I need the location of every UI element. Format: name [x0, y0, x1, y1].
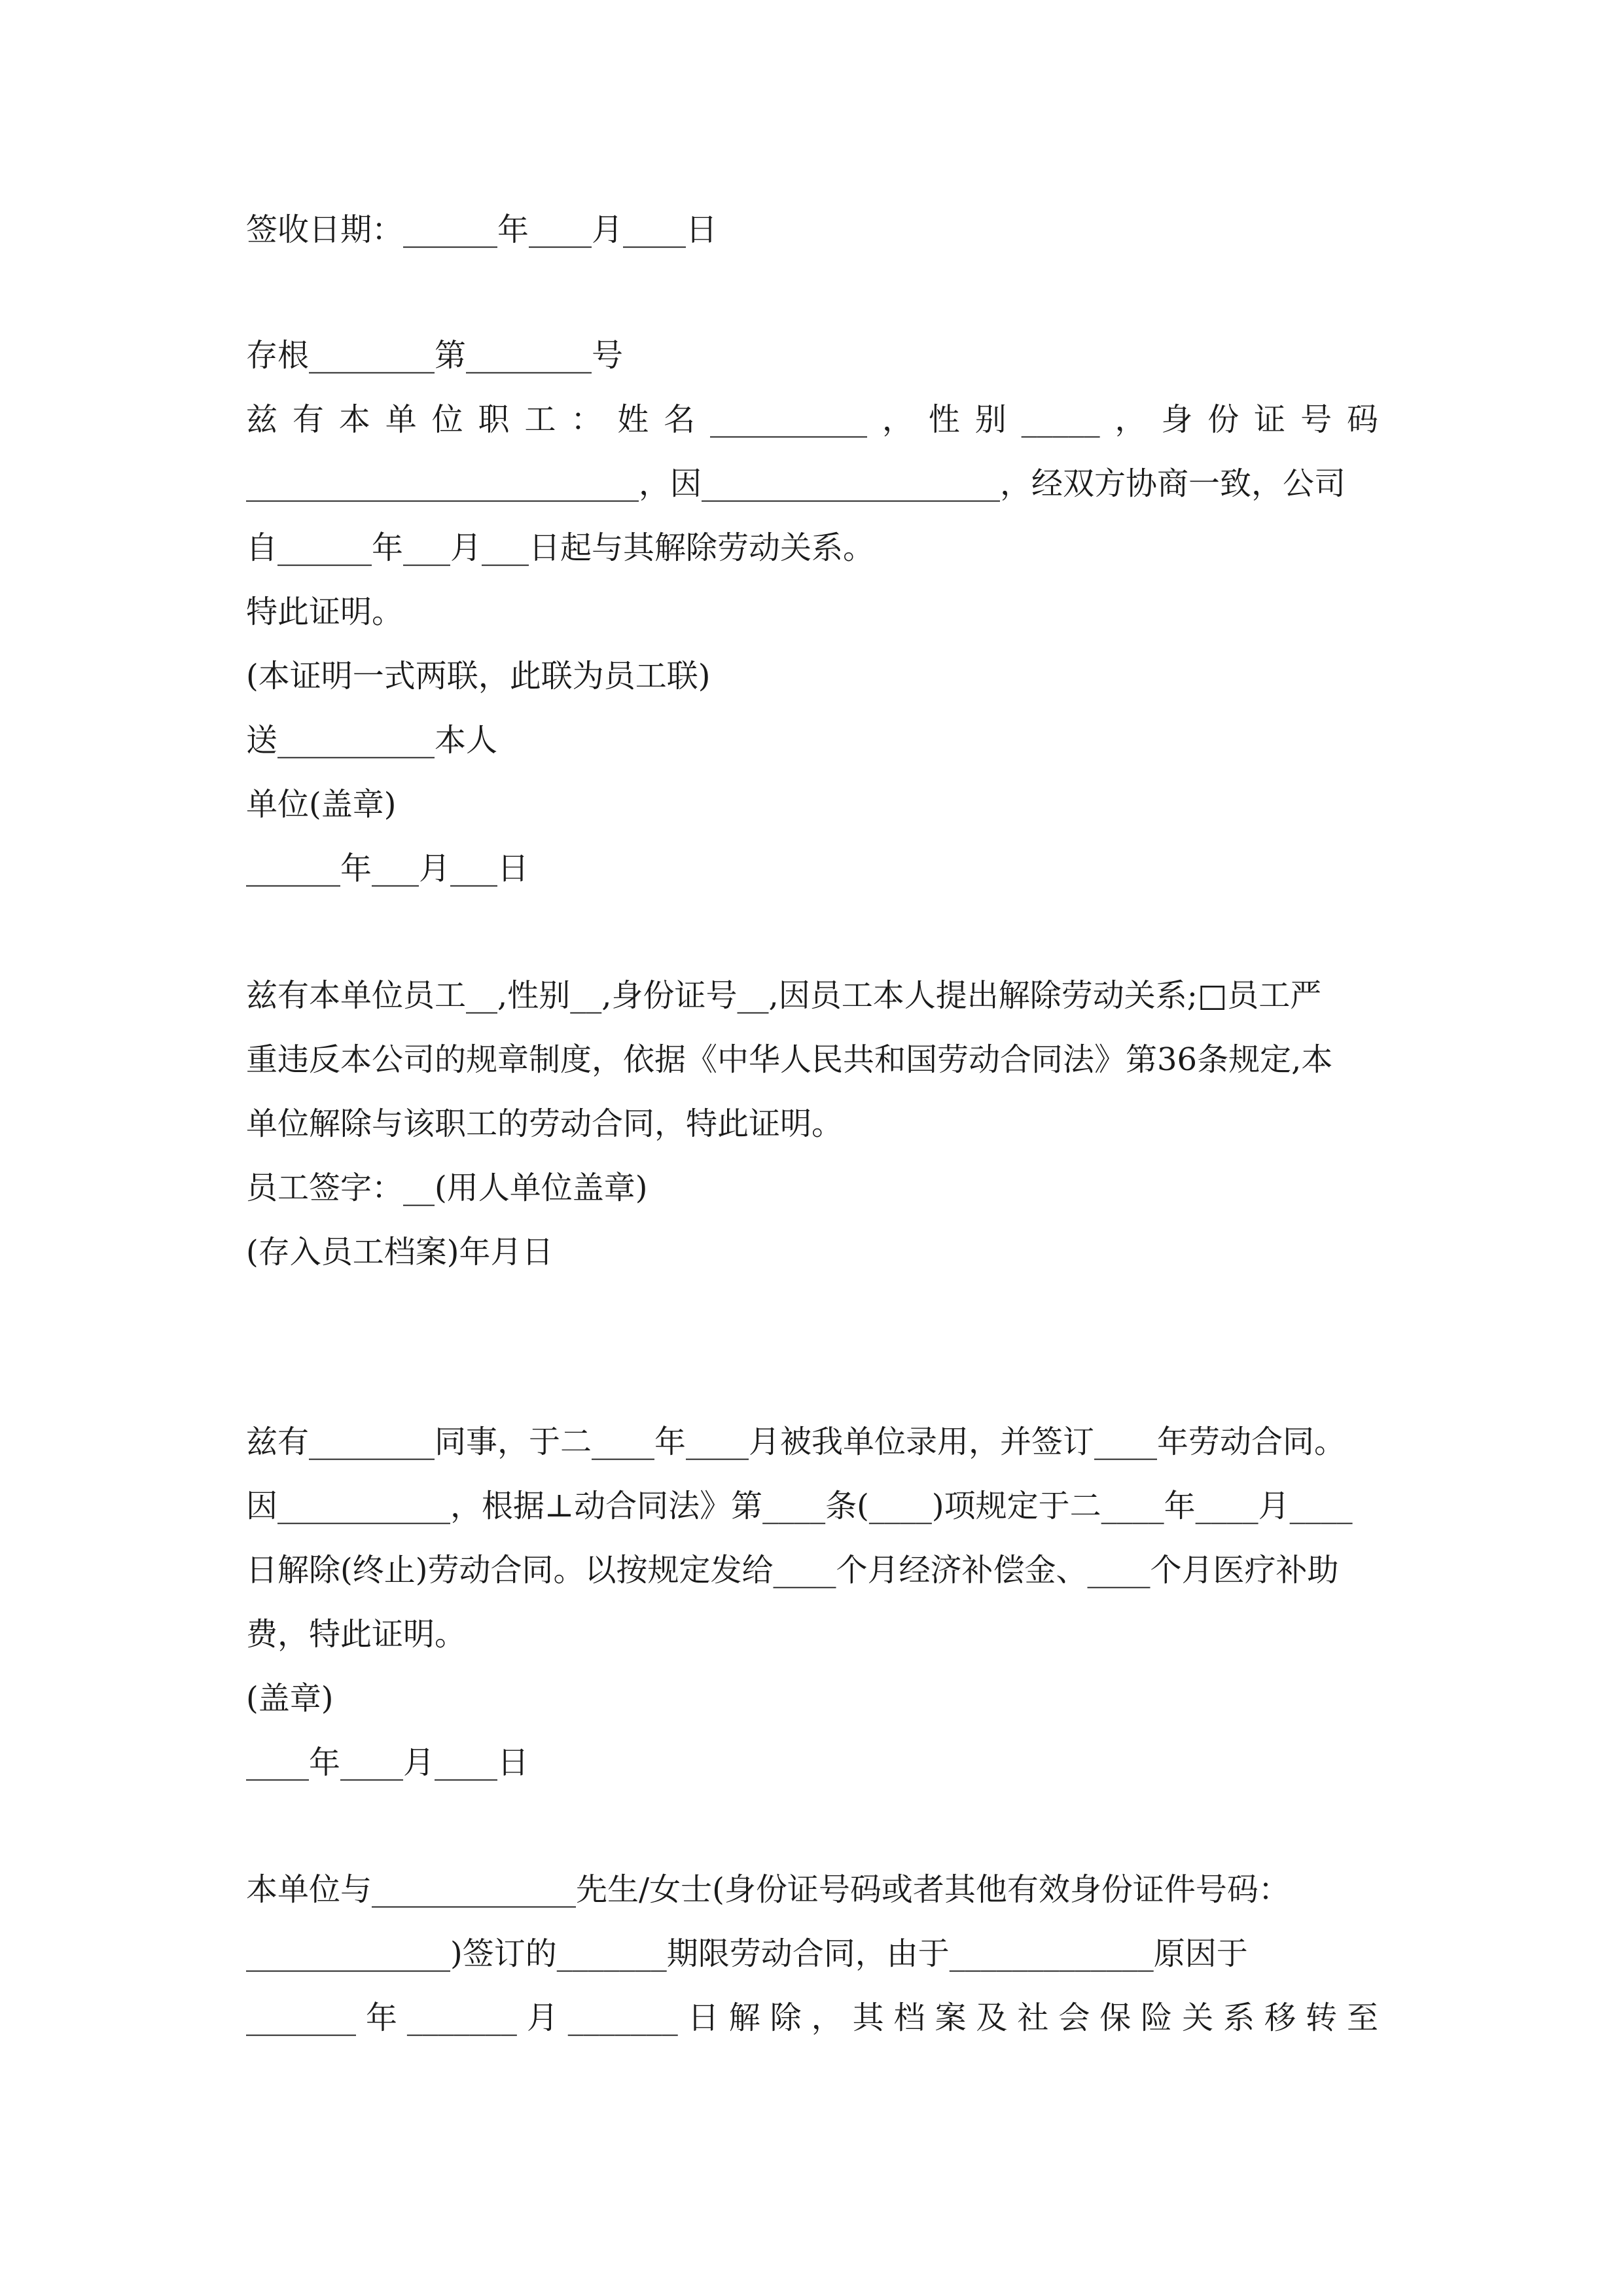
certificate-3-line-4: 费，特此证明。: [246, 1616, 467, 1653]
certificate-4-line-3: _______年_______月_______日解除，其档案及社会保险关系移转至: [246, 2000, 1378, 2036]
certificate-1-date: ______年___月___日: [246, 850, 529, 887]
certificate-1-line-3: 自______年___月___日起与其解除劳动关系。: [246, 529, 875, 566]
certificate-3-line-3: 日解除(终止)劳动合同。以按规定发给____个月经济补偿金、____个月医疗补助: [246, 1552, 1339, 1588]
certificate-1-recipient: 送__________本人: [246, 722, 498, 759]
certificate-3-date: ____年____月____日: [246, 1744, 529, 1781]
certificate-2-line-3: 单位解除与该职工的劳动合同，特此证明。: [246, 1105, 844, 1142]
certificate-3-line-2: 因___________，根据⊥动合同法》第____条(____)项规定于二____年____月____: [246, 1488, 1353, 1524]
certificate-2-archive-date: (存入员工档案)年月日: [246, 1234, 554, 1270]
certificate-4-line-2: _____________)签订的_______期限劳动合同，由于_____________原因于: [246, 1935, 1248, 1972]
certificate-2-signature: 员工签字：__(用人单位盖章): [246, 1170, 648, 1206]
receipt-date-line: 签收日期：______年____月____日: [246, 211, 718, 248]
certificate-1-note: (本证明一式两联，此联为员工联): [246, 658, 711, 694]
certificate-3-seal: (盖章): [246, 1680, 334, 1717]
stub-number-line: 存根________第________号: [246, 337, 624, 374]
certificate-2-line-1: 兹有本单位员工__,性别__,身份证号__,因员工本人提出解除劳动关系;□员工严: [246, 977, 1322, 1014]
certificate-1-line-4: 特此证明。: [246, 594, 404, 630]
certificate-4-line-1: 本单位与_____________先生/女士(身份证号码或者其他有效身份证件号码：: [246, 1871, 1290, 1908]
certificate-1-seal: 单位(盖章): [246, 786, 397, 823]
certificate-2-line-2: 重违反本公司的规章制度，依据《中华人民共和国劳动合同法》第36条规定,本: [246, 1041, 1333, 1078]
certificate-1-line-2: _________________________，因___________________，经双方协商一致，公司: [246, 465, 1346, 502]
certificate-1-line-1: 兹有本单位职工：姓名__________，性别_____，身份证号码: [246, 401, 1378, 438]
certificate-3-line-1: 兹有________同事，于二____年____月被我单位录用，并签订____年劳动合同。: [246, 1424, 1346, 1460]
